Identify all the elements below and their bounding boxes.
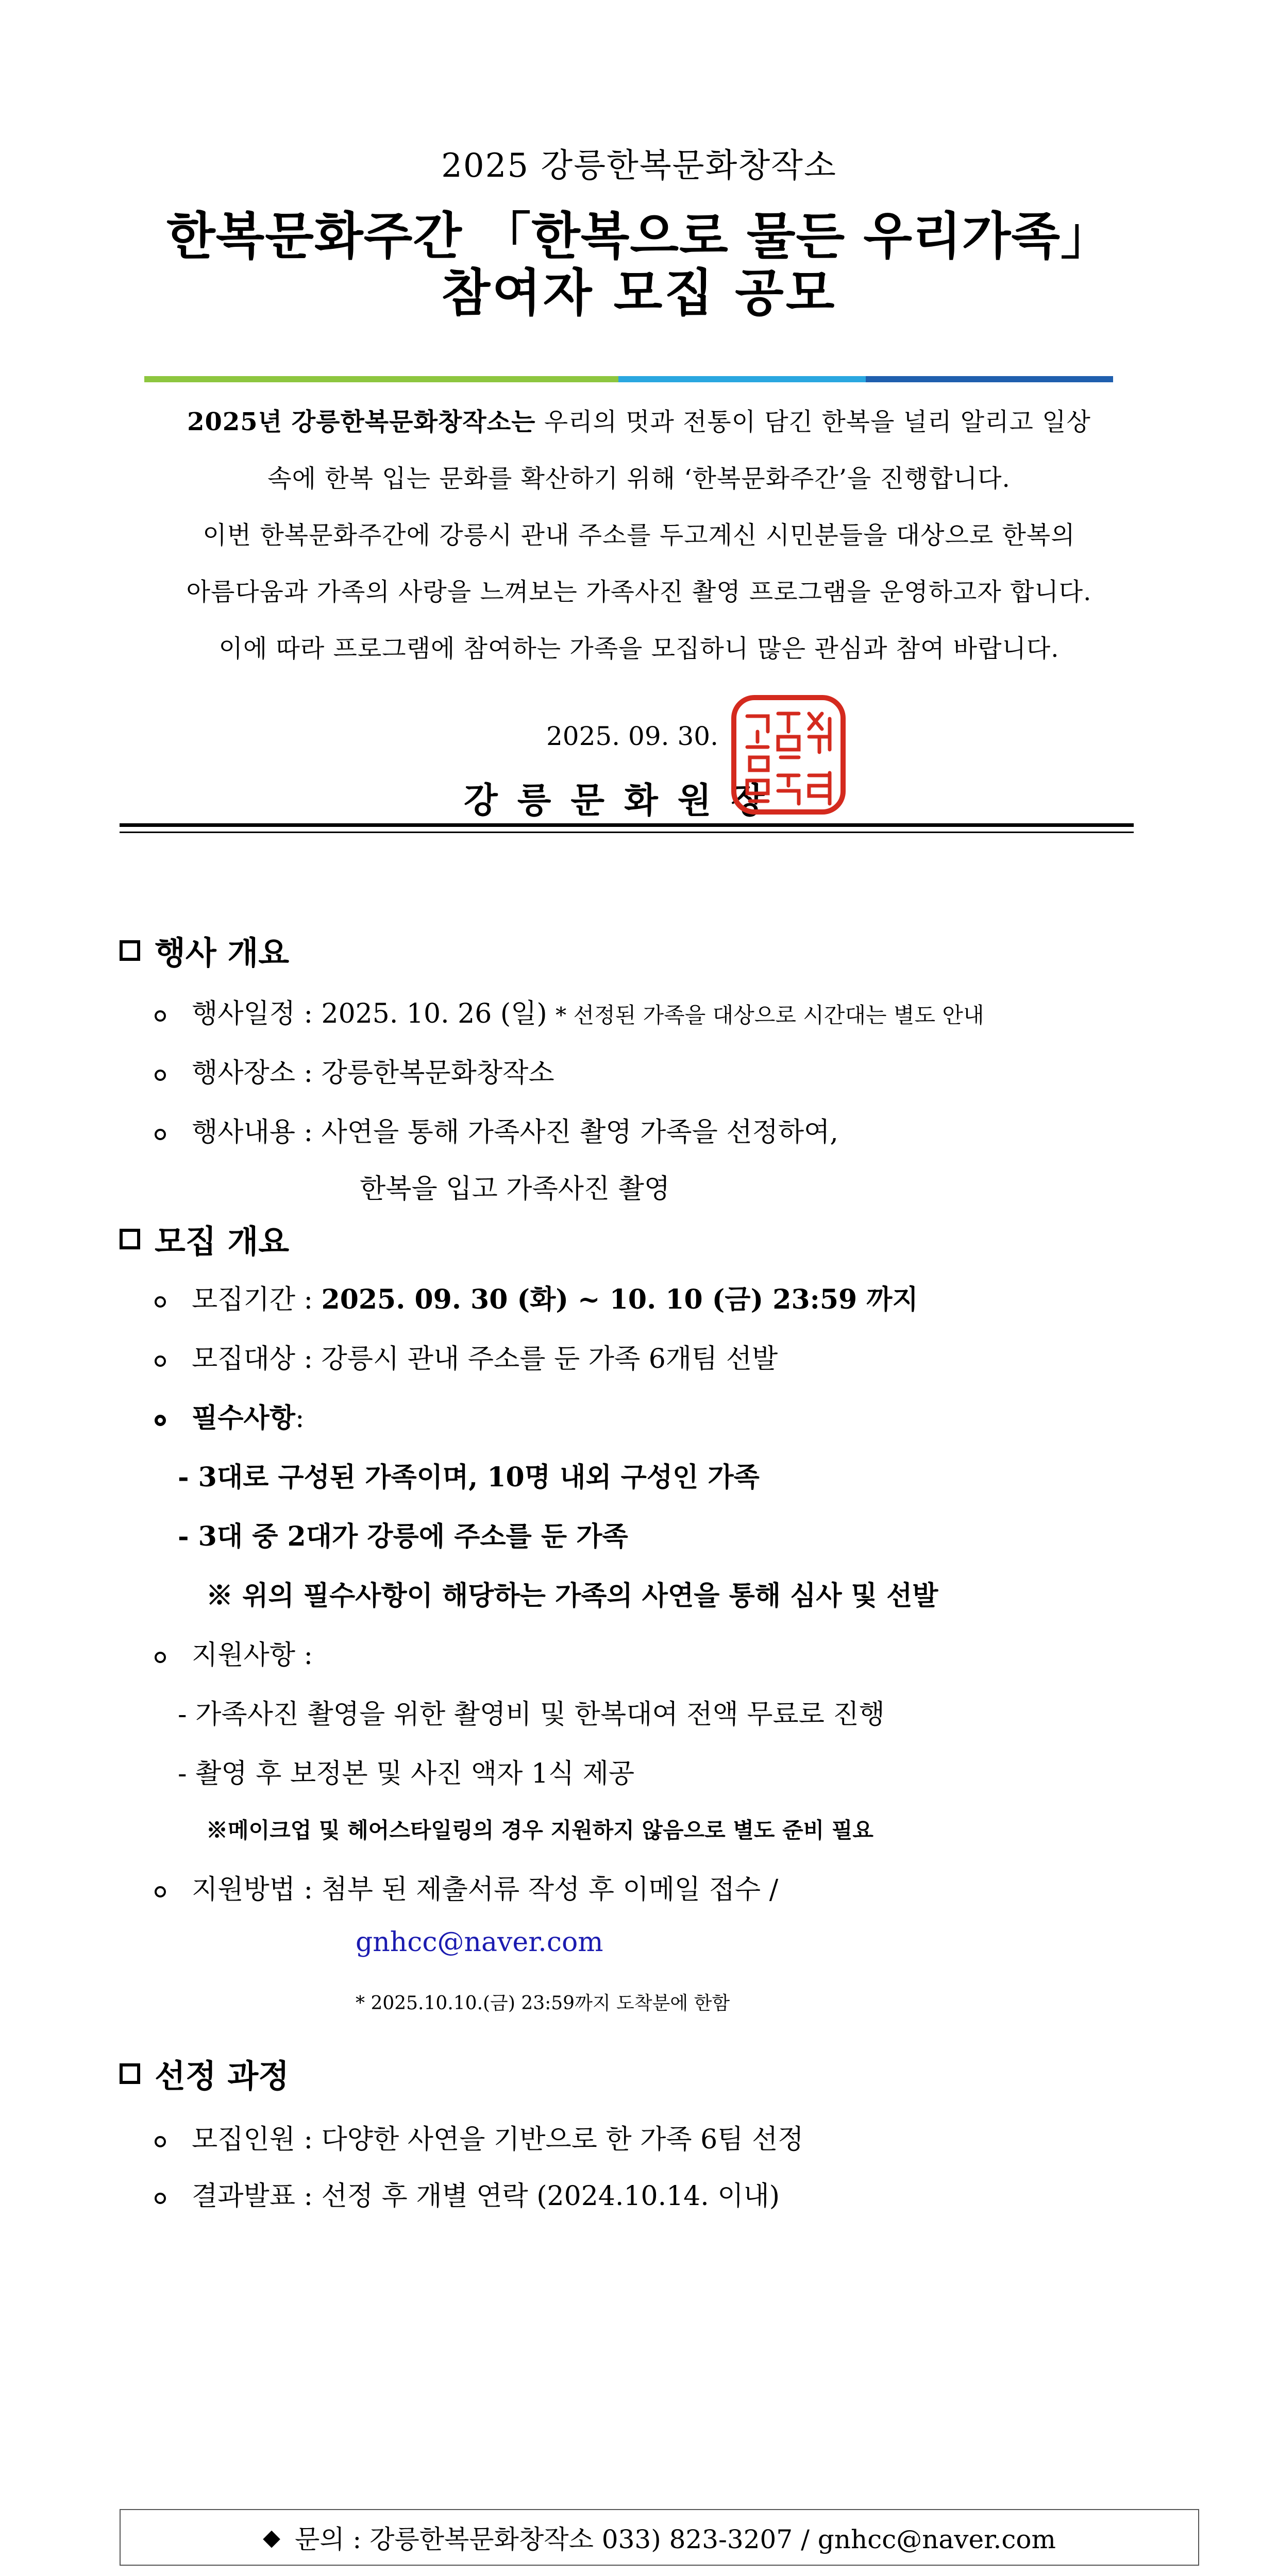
deadline-note: * 2025.10.10.(금) 23:59까지 도착분에 한함 <box>356 1993 730 2014</box>
support-item-2: - 촬영 후 보정본 및 사진 액자 1식 제공 <box>178 1758 635 1789</box>
document-title-line1: 한복문화주간 「한복으로 물든 우리가족」 <box>166 207 1112 266</box>
required-item-1: - 3대로 구성된 가족이며, 10명 내외 구성인 가족 <box>178 1462 760 1493</box>
title-color-bar <box>144 376 1113 382</box>
support-note: ※메이크업 및 헤어스타일링의 경우 지원하지 않음으로 별도 준비 필요 <box>206 1818 873 1843</box>
intro-highlight: 2025년 강릉한복문화창작소는 <box>187 408 536 436</box>
circle-bullet-icon <box>155 1010 166 1022</box>
section-heading-text: 행사 개요 <box>155 934 290 972</box>
recruit-period-value: 2025. 09. 30 (화) ~ 10. 10 (금) 23:59 까지 <box>321 1284 918 1315</box>
intro-line-1 <box>93 402 1185 437</box>
circle-bullet-icon <box>155 1296 166 1308</box>
intro-line-3: 이번 한복문화주간에 강릉시 관내 주소를 두고계신 시민분들을 대상으로 한복의 <box>203 521 1075 550</box>
divider-thin <box>120 832 1134 833</box>
recruit-target <box>155 1337 778 1376</box>
support-items <box>155 1633 313 1672</box>
required-items <box>155 1396 304 1435</box>
event-schedule-label: 행사일정 : 2025. 10. 26 (일) <box>192 998 556 1029</box>
document-subtitle: 2025 강릉한복문화창작소 <box>441 147 837 185</box>
application-email <box>356 1927 603 1958</box>
result-announcement <box>155 2174 780 2213</box>
recruit-period <box>155 1278 918 1316</box>
support-items-label: 지원사항 : <box>192 1640 313 1671</box>
circle-bullet-icon <box>155 1129 166 1140</box>
selection-count-text: 모집인원 : 다양한 사연을 기반으로 한 가족 6팀 선정 <box>192 2124 804 2155</box>
event-schedule <box>155 992 984 1030</box>
checkbox-square-icon <box>120 1229 140 1249</box>
circle-bullet-icon <box>155 1652 166 1663</box>
support-item-1: - 가족사진 촬영을 위한 촬영비 및 한복대여 전액 무료로 진행 <box>178 1699 885 1730</box>
section-heading-event-overview <box>120 927 289 973</box>
result-announcement-text: 결과발표 : 선정 후 개별 연락 (2024.10.14. 이내) <box>192 2181 780 2212</box>
application-method <box>155 1868 778 1906</box>
diamond-icon: ◆ <box>263 2524 280 2551</box>
section-heading-recruitment <box>120 1216 289 1262</box>
section-heading-text: 모집 개요 <box>155 1223 290 1260</box>
required-items-colon: : <box>295 1403 305 1434</box>
circle-bullet-icon <box>155 2193 166 2204</box>
selection-count <box>155 2117 803 2156</box>
event-venue-text: 행사장소 : 강릉한복문화창작소 <box>192 1058 554 1089</box>
event-content <box>155 1110 838 1149</box>
recruit-target-text: 모집대상 : 강릉시 관내 주소를 둔 가족 6개팀 선발 <box>192 1344 778 1375</box>
issuer-name: 강릉문화원장 <box>464 780 785 821</box>
color-bar-green <box>144 376 618 382</box>
circle-bullet-icon <box>155 2136 166 2147</box>
document-title-line2: 참여자 모집 공모 <box>441 263 837 323</box>
section-heading-selection <box>120 2050 289 2096</box>
checkbox-square-icon <box>120 2063 140 2084</box>
intro-line-2: 속에 한복 입는 문화를 확산하기 위해 ‘한복문화주간’을 진행합니다. <box>267 464 1011 493</box>
intro-line-4: 아름다움과 가족의 사랑을 느껴보는 가족사진 촬영 프로그램을 운영하고자 합니다. <box>186 578 1092 606</box>
event-schedule-note: * 선정된 가족을 대상으로 시간대는 별도 안내 <box>556 1003 984 1028</box>
contact-text: 문의 : 강릉한복문화창작소 033) 823-3207 / gnhcc@naver.com <box>294 2524 1056 2554</box>
required-items-label: 필수사항 <box>192 1402 295 1434</box>
circle-bullet-icon <box>155 1886 166 1897</box>
divider-thick <box>120 823 1134 827</box>
color-bar-blue <box>866 376 1113 382</box>
color-bar-cyan <box>618 376 866 382</box>
issue-date: 2025. 09. 30. <box>546 721 718 751</box>
circle-bullet-icon <box>155 1070 166 1081</box>
recruit-period-label: 모집기간 : <box>192 1284 322 1315</box>
official-seal-icon <box>727 690 850 819</box>
circle-bullet-icon <box>155 1415 166 1426</box>
required-note: ※ 위의 필수사항이 해당하는 가족의 사연을 통해 심사 및 선발 <box>206 1580 938 1612</box>
event-content-line2: 한복을 입고 가족사진 촬영 <box>360 1174 670 1205</box>
required-item-2: - 3대 중 2대가 강릉에 주소를 둔 가족 <box>178 1521 628 1552</box>
intro-line-5: 이에 따라 프로그램에 참여하는 가족을 모집하니 많은 관심과 참여 바랍니다. <box>218 634 1060 663</box>
circle-bullet-icon <box>155 1355 166 1367</box>
event-venue <box>155 1051 554 1090</box>
application-method-text: 지원방법 : 첨부 된 제출서류 작성 후 이메일 접수 / <box>192 1874 779 1905</box>
email-link[interactable]: gnhcc@naver.com <box>356 1927 603 1958</box>
contact-footer <box>120 2509 1199 2566</box>
checkbox-square-icon <box>120 940 140 961</box>
event-content-text: 행사내용 : 사연을 통해 가족사진 촬영 가족을 선정하여, <box>192 1117 838 1148</box>
section-heading-text: 선정 과정 <box>155 2057 290 2095</box>
intro-line-1-rest: 우리의 멋과 전통이 담긴 한복을 널리 알리고 일상 <box>535 408 1091 436</box>
